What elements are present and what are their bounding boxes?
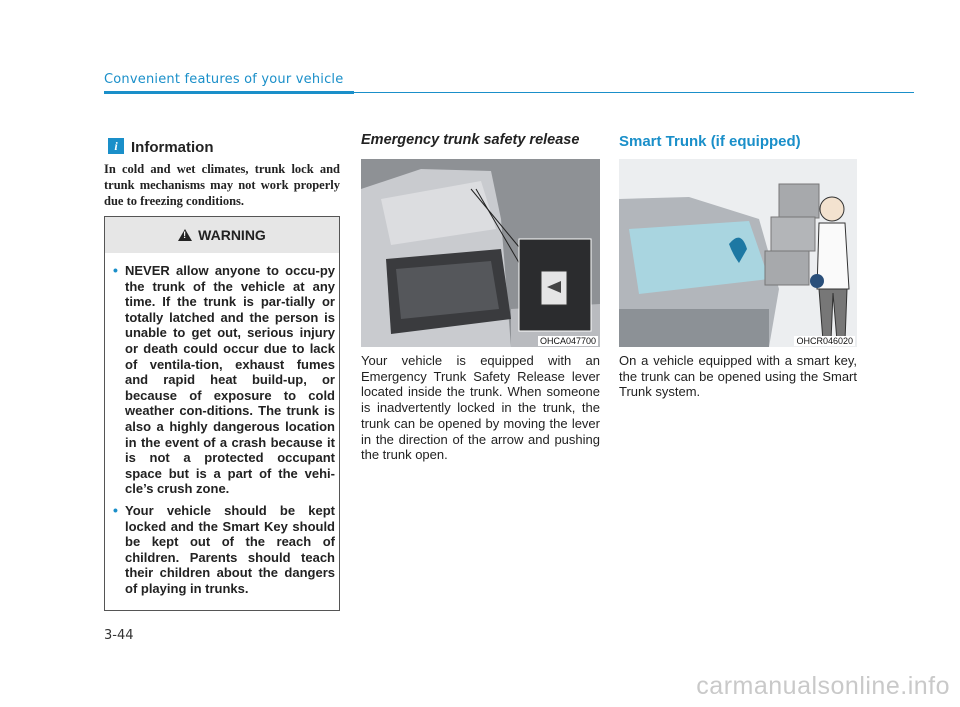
warning-list	[113, 263, 335, 602]
emergency-heading: Emergency trunk safety release	[361, 132, 580, 148]
warning-triangle-icon	[178, 229, 192, 241]
page-number: 3-44	[104, 628, 134, 643]
warning-item: • NEVER allow anyone to occu-py the trunk of the vehicle at any time. If the trunk is par-tially or totally latched and the person is unable to get out, serious injury or death could occur due to lack of ventila-tion, exhaust fumes and rapid heat build-up, or because of exposure to cold weather con-ditions. The trunk is also a highly dangerous location in the event of a crash because it is not a protected occupant space but is a part of the vehi-cle’s crush zone.	[113, 263, 335, 497]
header-rule	[354, 92, 914, 93]
header-accent-bar	[104, 91, 354, 94]
image-code: OHCR046020	[796, 336, 853, 346]
info-icon: i	[108, 138, 124, 154]
warning-header	[105, 217, 339, 253]
section-title: Convenient features of your vehicle	[104, 72, 344, 87]
warning-label: WARNING	[198, 227, 266, 243]
warning-box	[104, 216, 340, 611]
image-code: OHCA047700	[539, 336, 596, 346]
emergency-release-illustration	[361, 159, 600, 347]
smart-trunk-car-illustration	[619, 159, 857, 347]
smart-trunk-illustration	[619, 159, 857, 347]
warning-item: • Your vehicle should be kept locked and the Smart Key should be kept out of the reach of children. Parents should teach their children about the dangers of playing in trunks.	[113, 503, 335, 597]
info-heading: Information	[131, 139, 214, 156]
smart-trunk-text: On a vehicle equipped with a smart key, the trunk can be opened using the Smart Trunk system.	[619, 353, 857, 400]
watermark: carmanualsonline.info	[696, 672, 950, 700]
smart-trunk-heading: Smart Trunk (if equipped)	[619, 133, 801, 150]
info-text: In cold and wet climates, trunk lock and trunk mechanisms may not work properly due to freezing conditions.	[104, 162, 340, 208]
emergency-text: Your vehicle is equipped with an Emergency Trunk Safety Release lever located inside the trunk. When someone is inadvertently locked in the trunk, the trunk can be opened by moving the lever in the direction of the arrow and pushing the trunk open.	[361, 353, 600, 463]
open-trunk-illustration	[361, 159, 600, 347]
